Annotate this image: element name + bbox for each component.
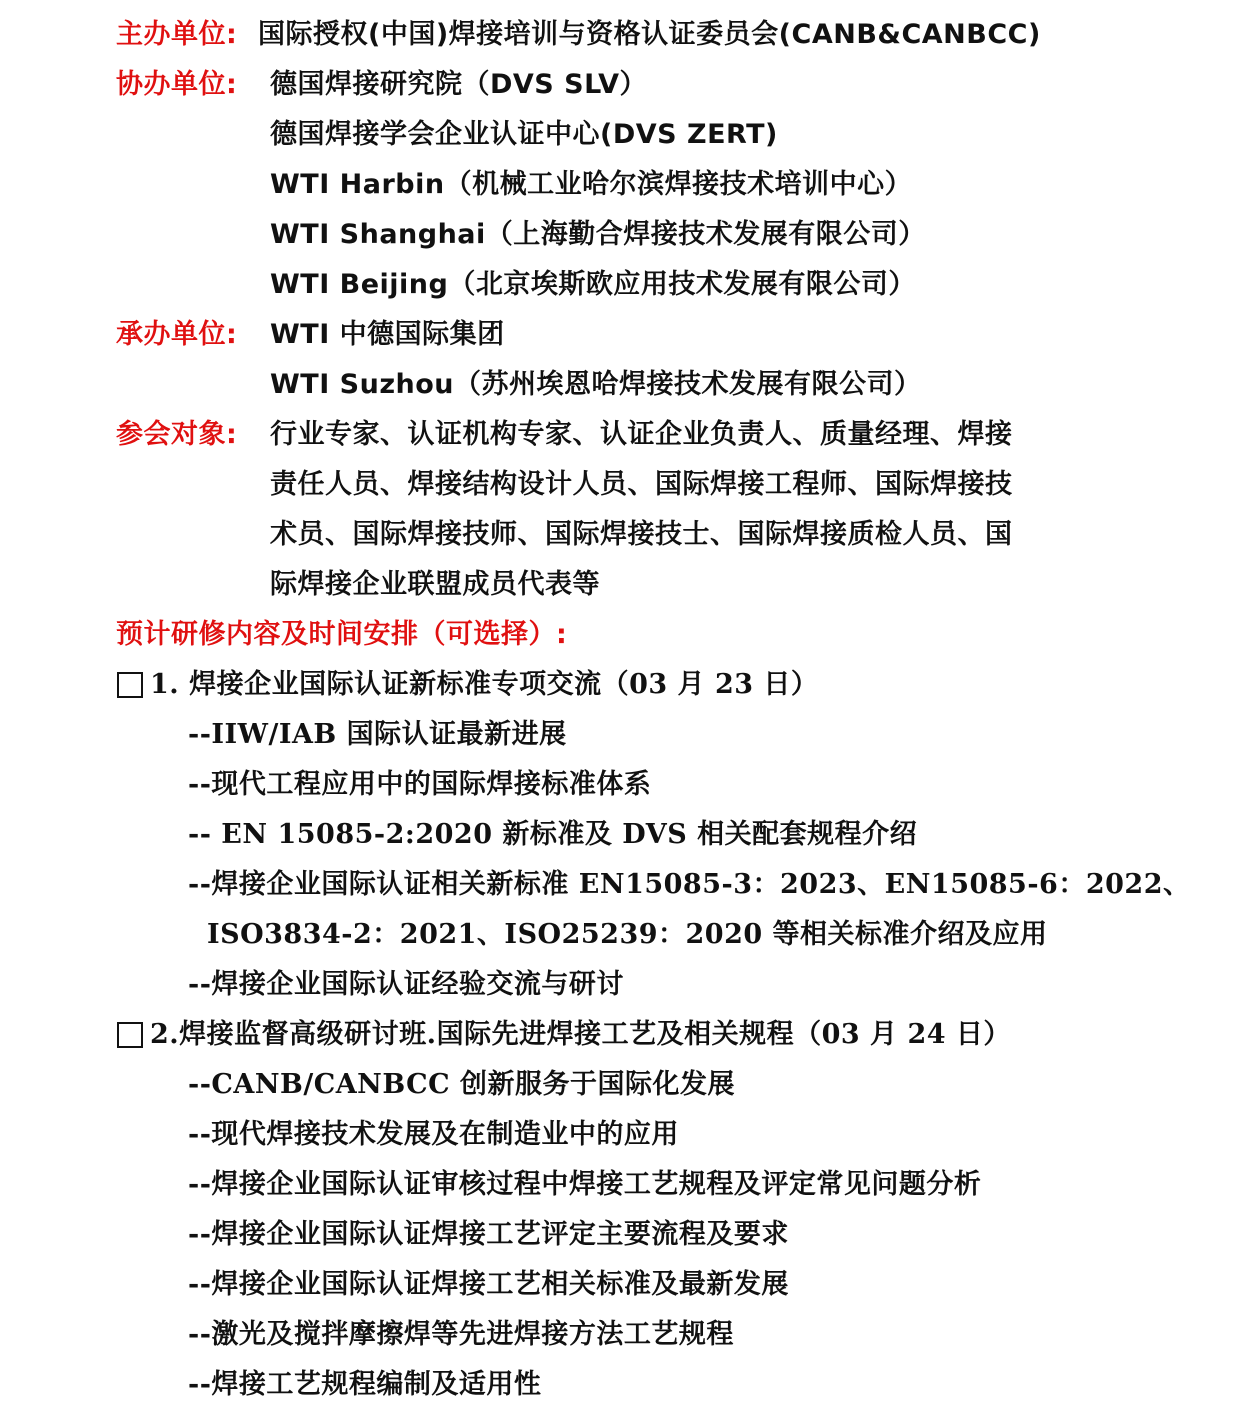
topic-text: --激光及搅拌摩擦焊等先进焊接方法工艺规程 xyxy=(188,1319,734,1350)
topic-text: --焊接企业国际认证经验交流与研讨 xyxy=(188,969,624,1000)
co-organizer-value: WTI Beijing（北京埃斯欧应用技术发展有限公司） xyxy=(270,269,916,300)
attendee-label: 参会对象: xyxy=(116,419,238,450)
topic-text: --焊接企业国际认证审核过程中焊接工艺规程及评定常见问题分析 xyxy=(188,1169,982,1200)
topic-text: -- EN 15085-2:2020 新标准及 DVS 相关配套规程介绍 xyxy=(188,819,918,850)
topic-text: --现代工程应用中的国际焊接标准体系 xyxy=(188,769,652,800)
attendee-text: 际焊接企业联盟成员代表等 xyxy=(270,569,600,600)
attendee-text: 术员、国际焊接技师、国际焊接技士、国际焊接质检人员、国 xyxy=(270,519,1013,550)
host-value: 国际授权(中国)焊接培训与资格认证委员会(CANB&CANBCC) xyxy=(258,19,1041,50)
topic-text: --CANB/CANBCC 创新服务于国际化发展 xyxy=(188,1069,736,1100)
schedule-item-title: 1. 焊接企业国际认证新标准专项交流（03 月 23 日） xyxy=(150,669,819,700)
organizer-value: WTI 中德国际集团 xyxy=(270,319,505,350)
topic-text: --焊接企业国际认证相关新标准 EN15085-3：2023、EN15085-6：2022、 xyxy=(188,869,1191,900)
schedule-item-title: 2.焊接监督高级研讨班.国际先进焊接工艺及相关规程（03 月 24 日） xyxy=(150,1019,1011,1050)
attendee-text: 行业专家、认证机构专家、认证企业负责人、质量经理、焊接 xyxy=(270,419,1013,450)
topic-text: --IIW/IAB 国际认证最新进展 xyxy=(188,719,567,750)
co-organizer-value: WTI Harbin（机械工业哈尔滨焊接技术培训中心） xyxy=(270,169,913,200)
co-organizer-value: 德国焊接学会企业认证中心(DVS ZERT) xyxy=(270,119,778,150)
attendee-text: 责任人员、焊接结构设计人员、国际焊接工程师、国际焊接技 xyxy=(270,469,1013,500)
co-organizer-label: 协办单位: xyxy=(116,69,238,100)
topic-text: --焊接企业国际认证焊接工艺评定主要流程及要求 xyxy=(188,1219,789,1250)
checkbox[interactable] xyxy=(117,672,143,698)
organizer-value: WTI Suzhou（苏州埃恩哈焊接技术发展有限公司） xyxy=(270,369,922,400)
topic-text: --焊接企业国际认证焊接工艺相关标准及最新发展 xyxy=(188,1269,789,1300)
schedule-heading: 预计研修内容及时间安排（可选择）: xyxy=(116,619,568,650)
checkbox[interactable] xyxy=(117,1022,143,1048)
topic-text: --焊接工艺规程编制及适用性 xyxy=(188,1369,542,1400)
topic-text: --现代焊接技术发展及在制造业中的应用 xyxy=(188,1119,679,1150)
host-label: 主办单位: xyxy=(116,19,238,50)
co-organizer-value: WTI Shanghai（上海勤合焊接技术发展有限公司） xyxy=(270,219,926,250)
co-organizer-value: 德国焊接研究院（DVS SLV） xyxy=(270,69,647,100)
topic-text: ISO3834-2：2021、ISO25239：2020 等相关标准介绍及应用 xyxy=(207,919,1048,950)
organizer-label: 承办单位: xyxy=(116,319,238,350)
